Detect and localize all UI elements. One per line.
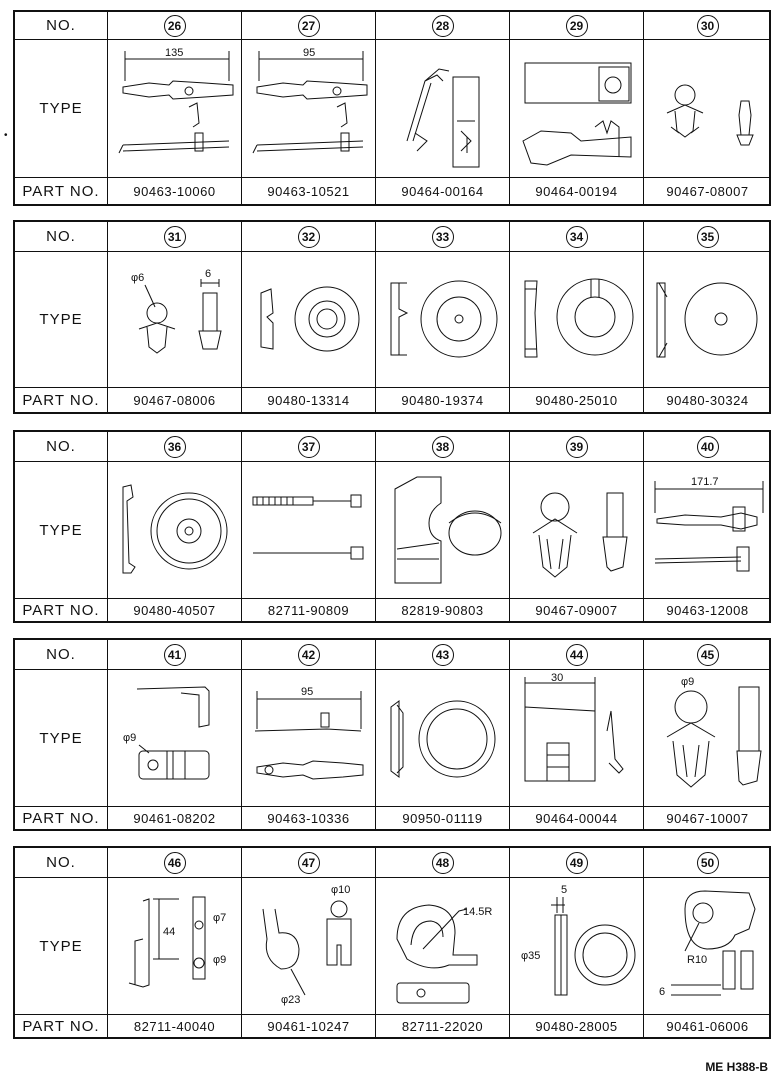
clip-drawing [511, 671, 643, 806]
type-cell [375, 40, 509, 177]
clamp-drawing [645, 879, 771, 1014]
type-cell [643, 252, 771, 387]
item-number-cell [241, 12, 375, 39]
grommet-drawing [377, 253, 509, 387]
clamp-drawing [377, 41, 509, 177]
item-number: 50 [697, 852, 719, 874]
type-header: TYPE [39, 100, 83, 117]
dim-label: 44 [162, 925, 175, 938]
item-number-cell [509, 12, 643, 39]
type-cell [643, 878, 771, 1014]
part-number: 90464-00044 [509, 807, 643, 829]
item-number: 35 [697, 226, 719, 248]
type-header: TYPE [39, 311, 83, 328]
header-row [15, 640, 769, 670]
header-row [15, 432, 769, 462]
part-header: PART NO. [22, 601, 100, 619]
parts-table-3 [13, 430, 771, 623]
item-number-cell [241, 640, 375, 669]
margin-mark: • [4, 130, 8, 141]
part-row [15, 807, 769, 829]
no-header: NO. [46, 17, 76, 34]
clamp-drawing [109, 879, 241, 1014]
grommet-drawing [511, 879, 643, 1014]
type-cell [509, 462, 643, 598]
part-number: 82819-90803 [375, 599, 509, 621]
item-number-cell [241, 222, 375, 251]
item-number-cell [107, 640, 241, 669]
item-number-cell [107, 848, 241, 877]
part-row [15, 178, 769, 204]
item-number: 28 [432, 15, 454, 37]
item-number: 29 [566, 15, 588, 37]
dim-label: 95 [300, 685, 313, 698]
item-number-cell [509, 640, 643, 669]
type-cell [241, 670, 375, 806]
item-number: 33 [432, 226, 454, 248]
dim-label: 95 [302, 46, 315, 59]
item-number-cell [241, 432, 375, 461]
item-number: 49 [566, 852, 588, 874]
dim-label: 14.5R [462, 905, 492, 918]
push-clip-drawing [645, 41, 771, 177]
part-number: 90464-00194 [509, 178, 643, 204]
part-number: 82711-40040 [107, 1015, 241, 1037]
dim-label: φ6 [130, 271, 144, 284]
dim-label: φ7 [212, 911, 226, 924]
part-number: 90463-10336 [241, 807, 375, 829]
part-number: 90480-13314 [241, 388, 375, 412]
item-number-cell [509, 222, 643, 251]
grommet-drawing [109, 463, 241, 598]
grommet-drawing [511, 253, 643, 387]
item-number-cell [643, 12, 771, 39]
item-number: 41 [164, 644, 186, 666]
item-number: 42 [298, 644, 320, 666]
no-header: NO. [46, 854, 76, 871]
dim-label: φ9 [212, 953, 226, 966]
part-number: 90461-06006 [643, 1015, 771, 1037]
type-cell [107, 40, 241, 177]
type-cell [643, 40, 771, 177]
type-cell [375, 670, 509, 806]
item-number: 40 [697, 436, 719, 458]
type-cell [375, 878, 509, 1014]
clamp-drawing [243, 879, 375, 1014]
type-header: TYPE [39, 937, 83, 955]
part-number: 90480-28005 [509, 1015, 643, 1037]
item-number-cell [375, 848, 509, 877]
part-number: 82711-90809 [241, 599, 375, 621]
item-number-cell [643, 432, 771, 461]
dim-label: 171.7 [690, 475, 719, 488]
item-number: 36 [164, 436, 186, 458]
part-number: 90461-08202 [107, 807, 241, 829]
header-row [15, 12, 769, 40]
part-number: 90480-25010 [509, 388, 643, 412]
part-header: PART NO. [22, 809, 100, 827]
dim-label: 30 [550, 671, 563, 684]
dim-label: 6 [204, 267, 211, 280]
type-row [15, 462, 769, 599]
item-number-cell [509, 432, 643, 461]
parts-table-1 [13, 10, 771, 206]
item-number: 44 [566, 644, 588, 666]
type-cell [509, 878, 643, 1014]
type-cell [107, 878, 241, 1014]
part-number: 90461-10247 [241, 1015, 375, 1037]
document-code: ME H388-B [705, 1060, 768, 1074]
wire-clip-drawing [109, 41, 241, 177]
item-number: 32 [298, 226, 320, 248]
dim-label: φ9 [122, 731, 136, 744]
type-cell [107, 252, 241, 387]
item-number: 46 [164, 852, 186, 874]
type-cell [643, 462, 771, 598]
part-number: 90480-30324 [643, 388, 771, 412]
clamp-drawing [109, 671, 241, 806]
push-clip-drawing [511, 463, 643, 598]
item-number: 37 [298, 436, 320, 458]
item-number: 31 [164, 226, 186, 248]
no-header: NO. [46, 646, 76, 663]
item-number-cell [643, 848, 771, 877]
part-header: PART NO. [22, 391, 100, 409]
item-number-cell [375, 222, 509, 251]
part-number: 90467-08007 [643, 178, 771, 204]
parts-table-5 [13, 846, 771, 1039]
type-row [15, 40, 769, 178]
parts-table-4 [13, 638, 771, 831]
type-cell [107, 670, 241, 806]
type-header: TYPE [39, 729, 83, 747]
item-number: 27 [298, 15, 320, 37]
type-cell [509, 40, 643, 177]
type-cell [107, 462, 241, 598]
type-row [15, 878, 769, 1015]
item-number: 30 [697, 15, 719, 37]
dim-label: 5 [560, 883, 567, 896]
wire-clip-drawing [645, 463, 771, 598]
item-number-cell [107, 12, 241, 39]
type-row [15, 252, 769, 388]
clip-drawing [511, 41, 643, 177]
dim-label: 6 [658, 985, 665, 998]
type-cell [241, 40, 375, 177]
item-number-cell [107, 222, 241, 251]
dim-label: φ23 [280, 993, 300, 1006]
no-header: NO. [46, 228, 76, 245]
wire-clip-drawing [243, 41, 375, 177]
cable-tie-drawing [243, 463, 375, 598]
grommet-drawing [645, 253, 771, 387]
bracket-drawing [377, 463, 509, 598]
part-number: 90467-10007 [643, 807, 771, 829]
part-number: 90463-10521 [241, 178, 375, 204]
dim-label: φ10 [330, 883, 350, 896]
clamp-drawing [377, 879, 509, 1014]
item-number: 39 [566, 436, 588, 458]
no-header: NO. [46, 438, 76, 455]
item-number-cell [107, 432, 241, 461]
part-number: 90480-19374 [375, 388, 509, 412]
item-number-cell [375, 12, 509, 39]
type-cell [241, 252, 375, 387]
part-number: 90467-09007 [509, 599, 643, 621]
push-clip-drawing [109, 253, 241, 387]
part-row [15, 599, 769, 621]
dim-label: R10 [686, 953, 707, 966]
part-number: 90463-12008 [643, 599, 771, 621]
header-row [15, 222, 769, 252]
grommet-drawing [243, 253, 375, 387]
part-row [15, 1015, 769, 1037]
part-number: 90463-10060 [107, 178, 241, 204]
dim-label: φ35 [520, 949, 540, 962]
item-number: 48 [432, 852, 454, 874]
push-clip-drawing [645, 671, 771, 806]
type-cell [643, 670, 771, 806]
part-header: PART NO. [22, 182, 100, 200]
item-number-cell [509, 848, 643, 877]
type-cell [241, 462, 375, 598]
part-number: 90950-01119 [375, 807, 509, 829]
item-number: 43 [432, 644, 454, 666]
part-row [15, 388, 769, 412]
item-number-cell [643, 640, 771, 669]
type-header: TYPE [39, 521, 83, 539]
item-number-cell [241, 848, 375, 877]
item-number-cell [375, 640, 509, 669]
type-cell [509, 670, 643, 806]
item-number: 47 [298, 852, 320, 874]
parts-table-2 [13, 220, 771, 414]
item-number: 34 [566, 226, 588, 248]
part-header: PART NO. [22, 1017, 100, 1035]
item-number: 26 [164, 15, 186, 37]
header-row [15, 848, 769, 878]
item-number: 45 [697, 644, 719, 666]
type-cell [241, 878, 375, 1014]
type-cell [375, 252, 509, 387]
part-number: 90464-00164 [375, 178, 509, 204]
dim-label: φ9 [680, 675, 694, 688]
wire-clip-drawing [243, 671, 375, 806]
part-number: 90480-40507 [107, 599, 241, 621]
part-number: 82711-22020 [375, 1015, 509, 1037]
item-number-cell [643, 222, 771, 251]
type-cell [509, 252, 643, 387]
grommet-drawing [377, 671, 509, 806]
type-cell [375, 462, 509, 598]
item-number: 38 [432, 436, 454, 458]
type-row [15, 670, 769, 807]
part-number: 90467-08006 [107, 388, 241, 412]
item-number-cell [375, 432, 509, 461]
dim-label: 135 [164, 46, 183, 59]
